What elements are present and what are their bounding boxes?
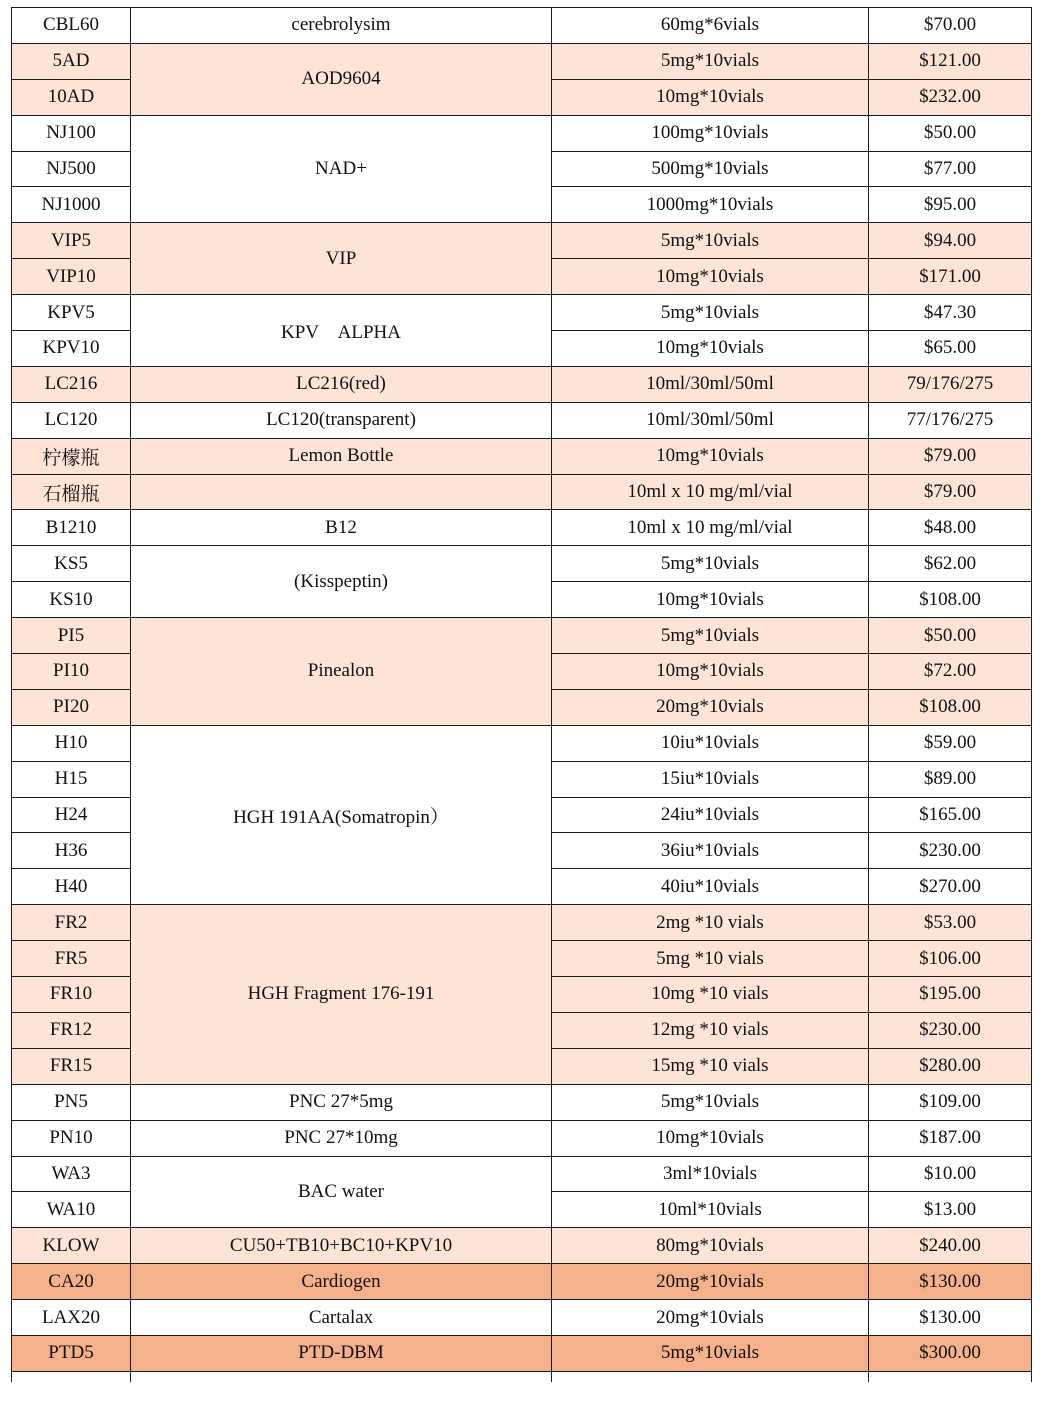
product-spec: 3ml*10vials	[552, 1156, 869, 1192]
product-code: CA20	[12, 1264, 131, 1300]
product-name: HGH 191AA(Somatropin）	[131, 725, 552, 904]
product-code: PI5	[12, 618, 131, 654]
product-spec: 5mg*10vials	[552, 618, 869, 654]
table-row-partial	[12, 1371, 1032, 1382]
table-cell-partial	[131, 1371, 552, 1382]
product-price: $50.00	[869, 115, 1032, 151]
product-price: $95.00	[869, 187, 1032, 223]
table-row	[12, 905, 1032, 941]
product-name: Cardiogen	[131, 1264, 552, 1300]
product-code: NJ100	[12, 115, 131, 151]
product-code: PI20	[12, 689, 131, 725]
product-code: NJ1000	[12, 187, 131, 223]
table-row	[12, 115, 1032, 151]
product-price: $53.00	[869, 905, 1032, 941]
product-spec: 5mg*10vials	[552, 43, 869, 79]
product-name: cerebrolysim	[131, 8, 552, 44]
product-price: $109.00	[869, 1084, 1032, 1120]
product-code: FR12	[12, 1012, 131, 1048]
product-name: B12	[131, 510, 552, 546]
product-spec: 10ml/30ml/50ml	[552, 366, 869, 402]
product-spec: 5mg*10vials	[552, 1084, 869, 1120]
table-row	[12, 618, 1032, 654]
table-row	[12, 1335, 1032, 1371]
table-row	[12, 1264, 1032, 1300]
product-spec: 10mg*10vials	[552, 438, 869, 474]
product-spec: 10ml*10vials	[552, 1192, 869, 1228]
product-spec: 20mg*10vials	[552, 689, 869, 725]
product-code: WA10	[12, 1192, 131, 1228]
product-name: Cartalax	[131, 1300, 552, 1336]
product-price: $230.00	[869, 833, 1032, 869]
product-spec: 10mg*10vials	[552, 582, 869, 618]
product-price: $230.00	[869, 1012, 1032, 1048]
product-name: LC120(transparent)	[131, 402, 552, 438]
table-row	[12, 725, 1032, 761]
product-name: (Kisspeptin)	[131, 546, 552, 618]
product-spec: 10ml/30ml/50ml	[552, 402, 869, 438]
product-spec: 500mg*10vials	[552, 151, 869, 187]
product-spec: 40iu*10vials	[552, 869, 869, 905]
product-code: FR2	[12, 905, 131, 941]
table-row	[12, 510, 1032, 546]
product-price: $10.00	[869, 1156, 1032, 1192]
product-spec: 5mg*10vials	[552, 223, 869, 259]
product-price: $79.00	[869, 474, 1032, 510]
product-price: $240.00	[869, 1228, 1032, 1264]
product-spec: 15mg *10 vials	[552, 1048, 869, 1084]
product-spec: 100mg*10vials	[552, 115, 869, 151]
table-row	[12, 1120, 1032, 1156]
product-code: PN10	[12, 1120, 131, 1156]
product-code: 石榴瓶	[12, 474, 131, 510]
product-name: VIP	[131, 223, 552, 295]
product-price: $232.00	[869, 79, 1032, 115]
product-code: LC120	[12, 402, 131, 438]
product-price: 77/176/275	[869, 402, 1032, 438]
product-spec: 60mg*6vials	[552, 8, 869, 44]
product-price: $280.00	[869, 1048, 1032, 1084]
product-name: CU50+TB10+BC10+KPV10	[131, 1228, 552, 1264]
product-code: PTD5	[12, 1335, 131, 1371]
product-spec: 10ml x 10 mg/ml/vial	[552, 510, 869, 546]
table-cell-partial	[869, 1371, 1032, 1382]
product-code: H24	[12, 797, 131, 833]
product-spec: 10ml x 10 mg/ml/vial	[552, 474, 869, 510]
product-code: KLOW	[12, 1228, 131, 1264]
product-code: NJ500	[12, 151, 131, 187]
product-price: $50.00	[869, 618, 1032, 654]
product-spec: 5mg*10vials	[552, 1335, 869, 1371]
table-body	[12, 8, 1032, 1382]
product-price: $121.00	[869, 43, 1032, 79]
product-spec: 12mg *10 vials	[552, 1012, 869, 1048]
product-spec: 5mg*10vials	[552, 546, 869, 582]
product-price: $130.00	[869, 1300, 1032, 1336]
product-spec: 2mg *10 vials	[552, 905, 869, 941]
product-code: H10	[12, 725, 131, 761]
table-row	[12, 295, 1032, 331]
table-cell-partial	[552, 1371, 869, 1382]
product-code: VIP10	[12, 259, 131, 295]
product-spec: 10mg*10vials	[552, 259, 869, 295]
product-code: FR5	[12, 941, 131, 977]
table-row	[12, 366, 1032, 402]
product-name	[131, 474, 552, 510]
product-price: $106.00	[869, 941, 1032, 977]
product-price: $187.00	[869, 1120, 1032, 1156]
product-price: $108.00	[869, 582, 1032, 618]
table-row	[12, 546, 1032, 582]
product-name: NAD+	[131, 115, 552, 223]
product-price: $171.00	[869, 259, 1032, 295]
product-name: KPV ALPHA	[131, 295, 552, 367]
table-row	[12, 1084, 1032, 1120]
table-row	[12, 1156, 1032, 1192]
product-spec: 1000mg*10vials	[552, 187, 869, 223]
product-spec: 36iu*10vials	[552, 833, 869, 869]
product-price: $13.00	[869, 1192, 1032, 1228]
product-price: $72.00	[869, 654, 1032, 690]
product-code: 柠檬瓶	[12, 438, 131, 474]
product-price: $89.00	[869, 761, 1032, 797]
product-code: WA3	[12, 1156, 131, 1192]
product-price: $59.00	[869, 725, 1032, 761]
product-price: $47.30	[869, 295, 1032, 331]
product-code: LC216	[12, 366, 131, 402]
product-price: $300.00	[869, 1335, 1032, 1371]
product-code: LAX20	[12, 1300, 131, 1336]
product-name: LC216(red)	[131, 366, 552, 402]
product-code: PN5	[12, 1084, 131, 1120]
product-code: B1210	[12, 510, 131, 546]
price-table	[11, 7, 1032, 1382]
product-spec: 24iu*10vials	[552, 797, 869, 833]
product-name: AOD9604	[131, 43, 552, 115]
table-row	[12, 8, 1032, 44]
product-name: HGH Fragment 176-191	[131, 905, 552, 1084]
product-code: 5AD	[12, 43, 131, 79]
product-price: $48.00	[869, 510, 1032, 546]
product-price: $79.00	[869, 438, 1032, 474]
product-code: PI10	[12, 654, 131, 690]
product-code: FR10	[12, 977, 131, 1013]
product-name: PNC 27*10mg	[131, 1120, 552, 1156]
product-spec: 80mg*10vials	[552, 1228, 869, 1264]
product-name: Lemon Bottle	[131, 438, 552, 474]
product-spec: 10mg*10vials	[552, 79, 869, 115]
product-code: KPV10	[12, 331, 131, 367]
product-price: $70.00	[869, 8, 1032, 44]
product-price: $195.00	[869, 977, 1032, 1013]
product-price: $94.00	[869, 223, 1032, 259]
product-spec: 20mg*10vials	[552, 1300, 869, 1336]
product-price: $165.00	[869, 797, 1032, 833]
product-price: $108.00	[869, 689, 1032, 725]
product-name: BAC water	[131, 1156, 552, 1228]
product-spec: 10mg*10vials	[552, 654, 869, 690]
product-code: KPV5	[12, 295, 131, 331]
table-row	[12, 402, 1032, 438]
product-spec: 10iu*10vials	[552, 725, 869, 761]
product-spec: 10mg*10vials	[552, 1120, 869, 1156]
table-row	[12, 1228, 1032, 1264]
table-row	[12, 43, 1032, 79]
product-code: CBL60	[12, 8, 131, 44]
table-row	[12, 474, 1032, 510]
product-name: Pinealon	[131, 618, 552, 726]
product-price: $77.00	[869, 151, 1032, 187]
product-name: PNC 27*5mg	[131, 1084, 552, 1120]
product-code: FR15	[12, 1048, 131, 1084]
product-code: KS10	[12, 582, 131, 618]
product-spec: 10mg *10 vials	[552, 977, 869, 1013]
product-code: H36	[12, 833, 131, 869]
product-spec: 10mg*10vials	[552, 331, 869, 367]
product-name: PTD-DBM	[131, 1335, 552, 1371]
product-price: $130.00	[869, 1264, 1032, 1300]
product-code: VIP5	[12, 223, 131, 259]
table-cell-partial	[12, 1371, 131, 1382]
product-price: $65.00	[869, 331, 1032, 367]
product-code: KS5	[12, 546, 131, 582]
product-spec: 20mg*10vials	[552, 1264, 869, 1300]
table-row	[12, 438, 1032, 474]
product-code: H40	[12, 869, 131, 905]
product-spec: 15iu*10vials	[552, 761, 869, 797]
product-price: 79/176/275	[869, 366, 1032, 402]
product-spec: 5mg *10 vials	[552, 941, 869, 977]
table-row	[12, 1300, 1032, 1336]
product-price: $62.00	[869, 546, 1032, 582]
table-row	[12, 223, 1032, 259]
product-price: $270.00	[869, 869, 1032, 905]
product-code: 10AD	[12, 79, 131, 115]
product-code: H15	[12, 761, 131, 797]
product-spec: 5mg*10vials	[552, 295, 869, 331]
